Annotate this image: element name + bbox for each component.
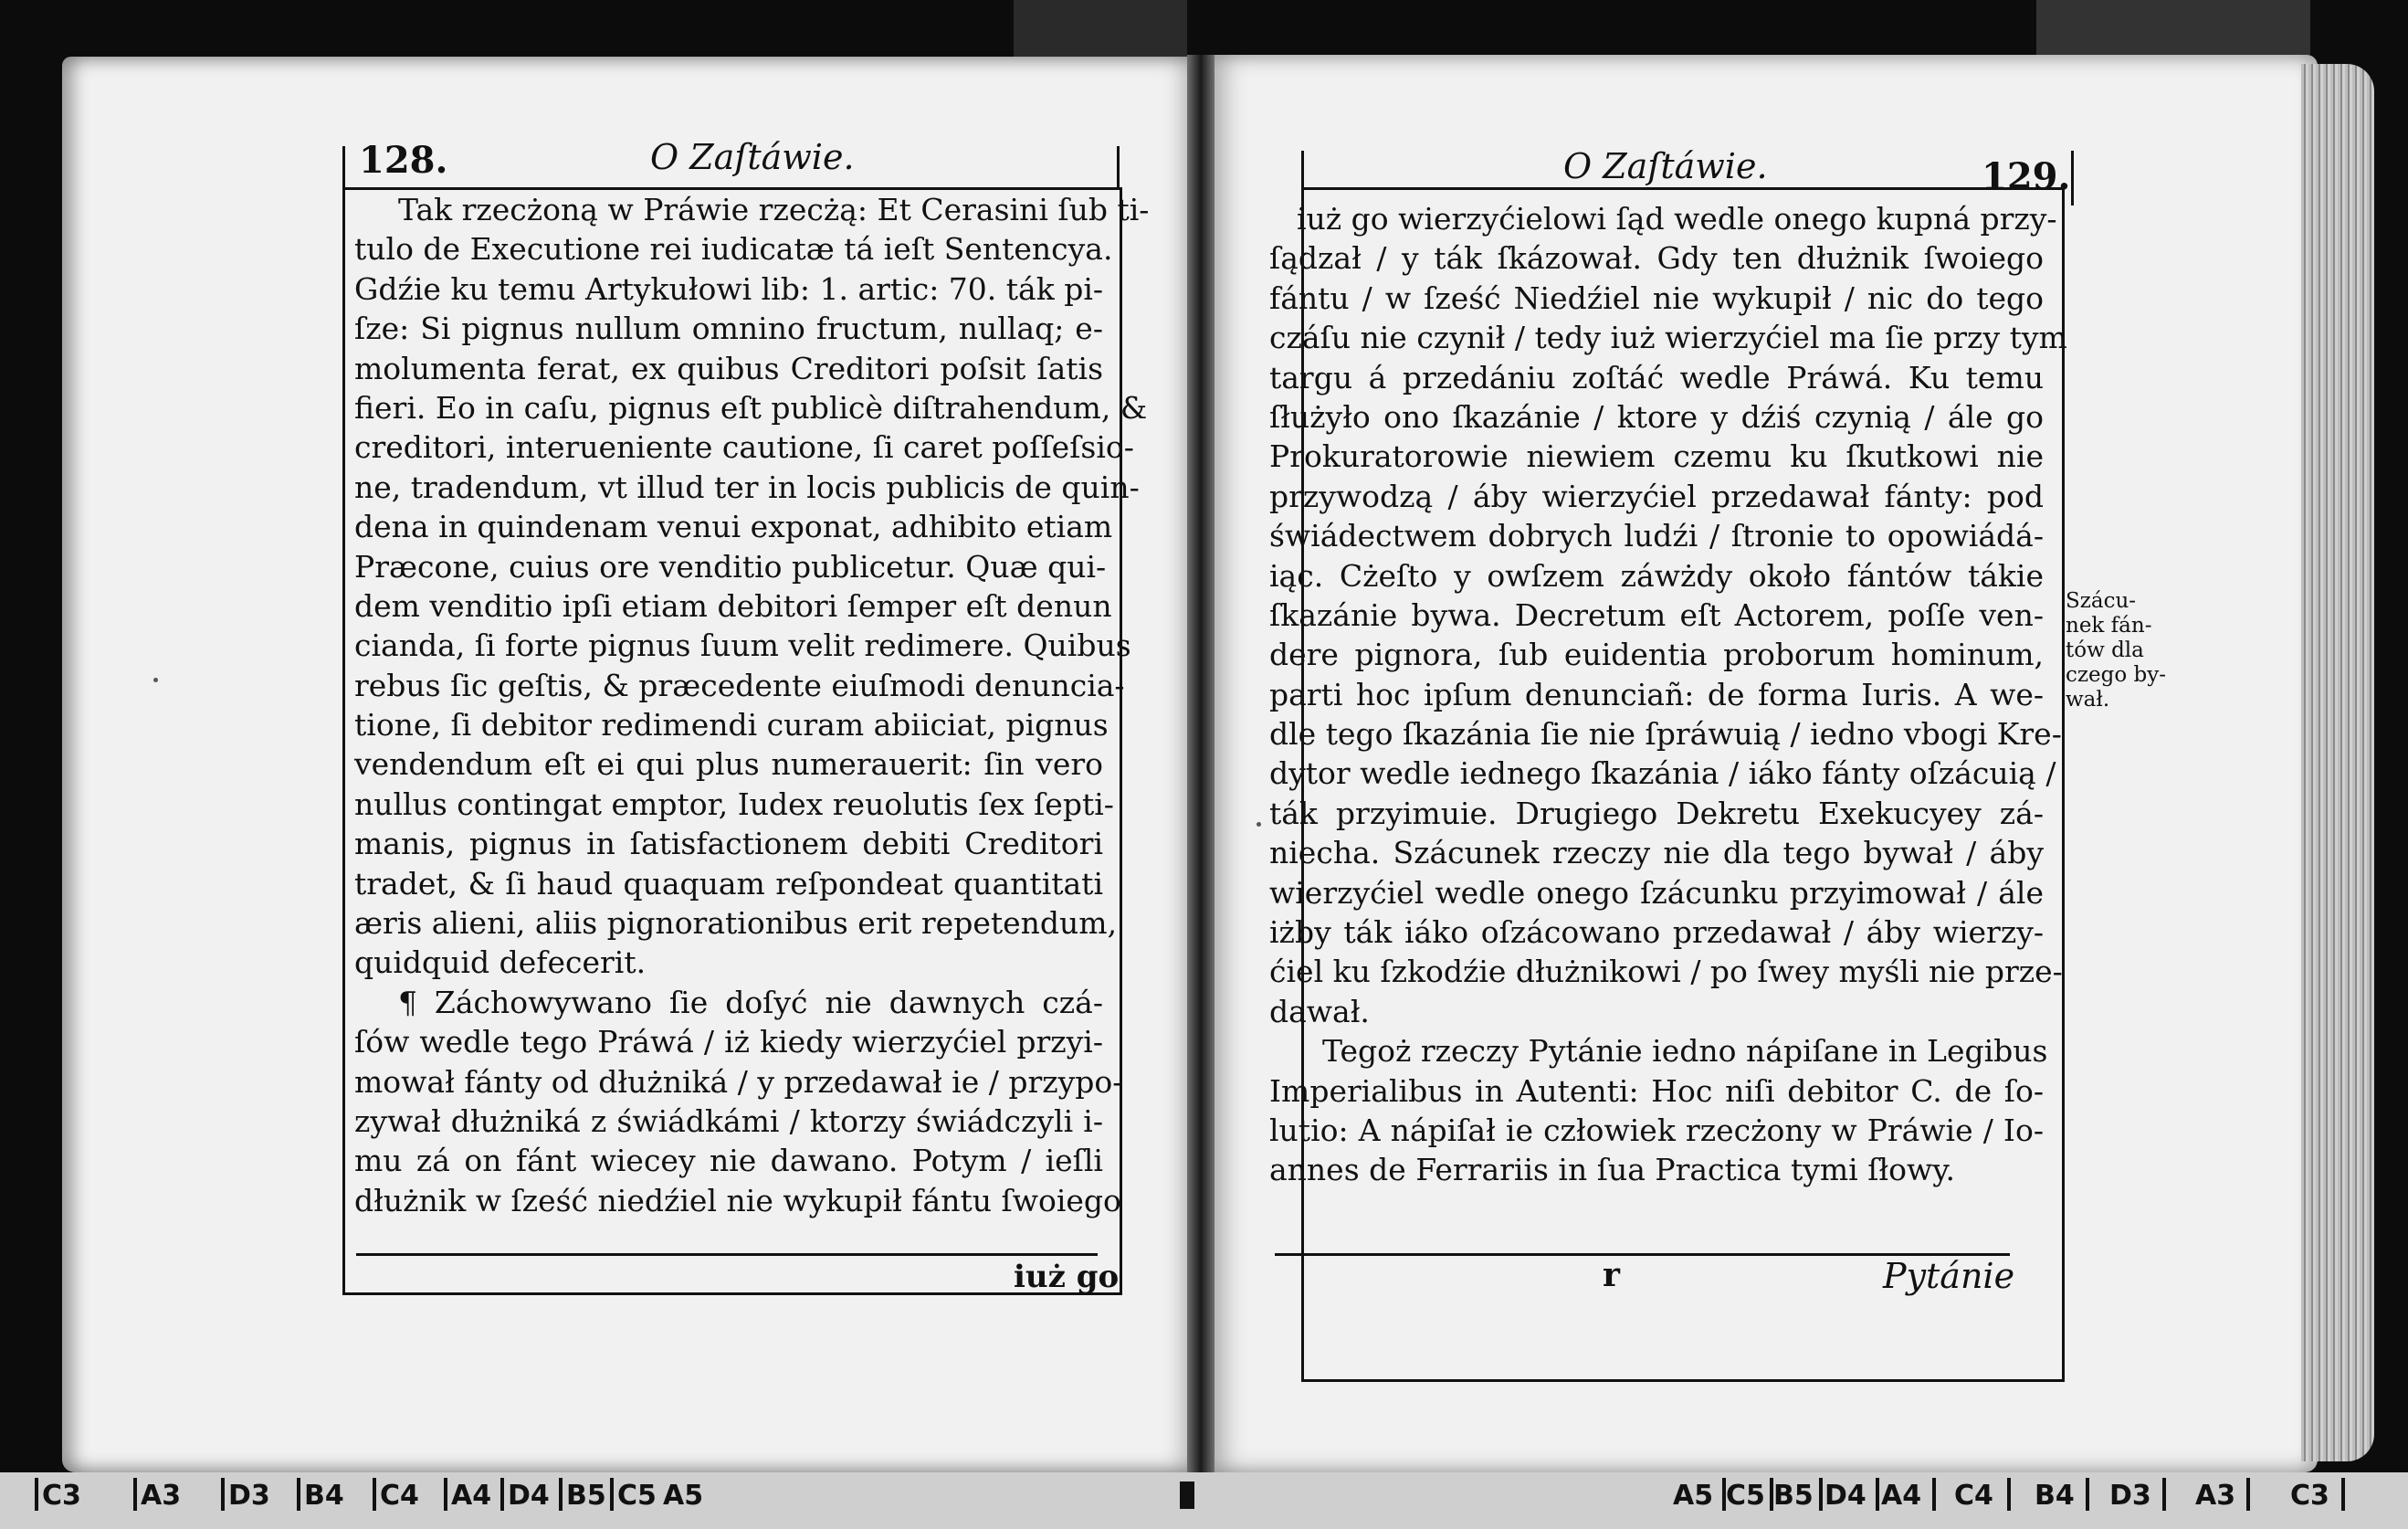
signature-label: A4 (451, 1480, 492, 1512)
text-line: tulo de Executione rei iudicatæ tá ieſt Sentencya. (354, 231, 1113, 268)
text-line: fántu / w ſześć Niedźiel nie wykupił / nic do tego (1269, 279, 2044, 316)
margin-note-line: tów dla (2066, 638, 2144, 662)
text-line: ſądzał / y ták ſkázował. Gdy ten dłużnik ſwoiego (1269, 240, 2044, 277)
text-line: tione, ſi debitor redimendi curam abiiciat, pignus (354, 707, 1109, 743)
margin-note-line: Szácu- (2066, 589, 2137, 613)
strip-tick (444, 1478, 447, 1511)
text-line: lutio: A nápiſał ie człowiek rzecżony w Práwie / Io- (1269, 1112, 2044, 1148)
catchword-left: iuż go (1014, 1259, 1120, 1295)
signature-label: A4 (1881, 1480, 1922, 1512)
signature-strip (0, 1472, 2408, 1529)
text-line: vendendum eſt ei qui plus numerauerit: ſin vero (354, 746, 1103, 783)
footer-rule-left (356, 1253, 1098, 1256)
signature-label: C3 (42, 1480, 81, 1512)
background-strip (2036, 0, 2310, 55)
strip-tick (2162, 1478, 2166, 1511)
text-line: annes de Ferrariis in ſua Practica tymi ſłowy. (1269, 1152, 1955, 1188)
text-line: creditori, interueniente cautione, ſi caret poſſeſsio- (354, 429, 1134, 466)
text-line: Gdźie ku temu Artykułowi lib: 1. artic: 70. ták pi- (354, 270, 1104, 307)
signature-label: C5 (1726, 1480, 1765, 1512)
speck (153, 678, 158, 682)
text-line: ſłużyło ono ſkazánie / ktore y dźiś czynią / ále go (1269, 398, 2044, 435)
text-line: ták przyimuie. Drugiego Dekretu Exekucyey zá- (1269, 795, 2044, 831)
strip-tick (1876, 1478, 1879, 1511)
strip-tick (610, 1478, 614, 1511)
signature-label: D3 (228, 1480, 270, 1512)
signature-label: B5 (566, 1480, 606, 1512)
text-line: iżby ták iáko oſzácowano przedawał / áby wierzy- (1269, 914, 2044, 951)
page-edges (2301, 64, 2374, 1461)
text-line: Tegoż rzeczy Pytánie iedno nápiſane in Legibus (1322, 1033, 2048, 1070)
strip-tick (2246, 1478, 2250, 1511)
text-line: iąc. Cżeſto y owſzem záwżdy około fántów tákie (1269, 557, 2044, 594)
text-line: ſze: Si pignus nullum omnino fructum, nullaq; e- (354, 311, 1103, 347)
text-line: przywodzą / áby wierzyćiel przedawał fánty: pod (1269, 478, 2044, 514)
strip-tick (221, 1478, 225, 1511)
speck (1257, 822, 1261, 827)
catchword-right: Pytánie (1883, 1256, 2015, 1296)
signature-label: C3 (2290, 1480, 2329, 1512)
page-number-right: 129. (1982, 155, 2071, 198)
signature-label: A3 (2195, 1480, 2236, 1512)
text-line: dytor wedle iednego ſkazánia / iáko fánty oſzácuią / (1269, 755, 2056, 792)
frame-left-tick (342, 146, 345, 190)
text-line: dle tego ſkazánia ſie nie ſpráwuią / iedno vbogi Kre- (1269, 716, 2062, 753)
text-line: ćiel ku ſzkodźie dłużnikowi / po ſwey myśli nie prze- (1269, 954, 2063, 990)
strip-tick (559, 1478, 563, 1511)
signature-label: C5 (617, 1480, 657, 1512)
strip-tick (297, 1478, 300, 1511)
book-gutter (1187, 55, 1215, 1476)
text-line: Prokuratorowie niewiem czemu ku ſkutkowi nie (1269, 438, 2044, 475)
running-head-left: O Zaſtáwie. (650, 137, 855, 177)
right-page-text (1269, 199, 2067, 1190)
signature-mark: r (1603, 1256, 1620, 1294)
text-line: świádectwem dobrych ludźi / ſtronie to opowiádá- (1269, 518, 2044, 554)
text-line: czáſu nie czynił / tedy iuż wierzyćiel ma ſie przy tym (1269, 320, 2067, 356)
text-line: cianda, ſi forte pignus ſuum velit redimere. Quibus (354, 627, 1131, 664)
text-line: parti hoc ipſum denunciañ: de forma Iuris. A we- (1269, 676, 2044, 712)
signature-label: B4 (2035, 1480, 2075, 1512)
text-line: mu zá on fánt wiecey nie dawano. Potym / ieſli (354, 1143, 1103, 1179)
text-line: æris alieni, aliis pignorationibus erit repetendum, (354, 905, 1118, 942)
signature-label: C4 (1954, 1480, 1993, 1512)
frame-right-tick (1301, 151, 1304, 190)
text-line: targu á przedániu zoſtáć wedle Práwá. Ku temu (1269, 359, 2044, 395)
text-line: iuż go wierzyćielowi ſąd wedle onego kupná przy- (1297, 201, 2057, 237)
strip-tick (2086, 1478, 2089, 1511)
frame-left-tick (1117, 146, 1120, 190)
text-line: rebus ſic geſtis, & præcedente eiuſmodi denuncia- (354, 667, 1125, 703)
text-line: nullus contingat emptor, Iudex reuolutis ſex ſepti- (354, 786, 1114, 822)
strip-tick (1819, 1478, 1823, 1511)
text-line: Tak rzecżoną w Práwie rzecżą: Et Cerasini ſub ti- (398, 192, 1150, 227)
text-line: dłużnik w ſześć niedźiel nie wykupił fántu ſwoiego (354, 1182, 1121, 1218)
strip-marker (1180, 1482, 1194, 1509)
text-line: tradet, & ſi haud quaquam reſpondeat quantitati (354, 865, 1103, 902)
text-line: ¶ Záchowywano ſie doſyć nie dawnych czá- (398, 984, 1103, 1020)
margin-note-line: wał. (2066, 688, 2110, 712)
signature-label: D4 (508, 1480, 550, 1512)
text-line: ſów wedle tego Práwá / iż kiedy wierzyćiel przyi- (354, 1024, 1103, 1060)
strip-tick (373, 1478, 376, 1511)
text-line: quidquid defecerit. (354, 944, 647, 981)
strip-tick (2341, 1478, 2345, 1511)
text-line: niecha. Szácunek rzeczy nie dla tego bywał / áby (1269, 835, 2044, 871)
strip-tick (35, 1478, 38, 1511)
text-line: ne, tradendum, vt illud ter in locis publicis de quin- (354, 469, 1140, 505)
margin-note-line: nek fán- (2066, 614, 2152, 638)
text-line: dena in quindenam venui exponat, adhibito etiam (354, 509, 1113, 545)
frame-right-tick (2071, 151, 2074, 206)
signature-label: B4 (304, 1480, 344, 1512)
text-line: fieri. Eo in caſu, pignus eſt publicè diſtrahendum, & (354, 389, 1148, 426)
signature-label: B5 (1773, 1480, 1814, 1512)
text-line: wierzyćiel wedle onego ſzácunku przyimował / ále (1269, 874, 2044, 911)
text-line: Præcone, cuius ore venditio publicetur. Quæ qui- (354, 548, 1107, 585)
signature-label: A5 (663, 1480, 704, 1512)
signature-label: A5 (1673, 1480, 1714, 1512)
text-line: ſkazánie bywa. Decretum eſt Actorem, poſſe ven- (1269, 596, 2044, 633)
signature-label: C4 (380, 1480, 419, 1512)
text-line: dere pignora, ſub euidentia proborum hominum, (1269, 637, 2044, 673)
margin-note-line: czego by- (2066, 663, 2166, 687)
background-strip (1014, 0, 1187, 57)
text-line: zywał dłużniká z świádkámi / ktorzy świádczyli i- (354, 1102, 1103, 1139)
text-line: molumenta ferat, ex quibus Creditori poſsit ſatis (354, 350, 1103, 386)
signature-label: A3 (141, 1480, 182, 1512)
text-line: mował fánty od dłużniká / y przedawał ie / przypo- (354, 1063, 1123, 1100)
text-line: dawał. (1269, 993, 1370, 1029)
strip-tick (1932, 1478, 1936, 1511)
margin-note (2066, 589, 2166, 712)
text-line: Imperialibus in Autenti: Hoc niſi debitor C. de ſo- (1269, 1072, 2044, 1109)
text-line: dem venditio ipſi etiam debitori ſemper eſt denun (354, 587, 1112, 624)
signature-label: D3 (2109, 1480, 2151, 1512)
text-line: manis, pignus in ſatisfactionem debiti Creditori (354, 826, 1103, 862)
strip-tick (2007, 1478, 2011, 1511)
left-page-text (354, 190, 1150, 1220)
page-number-left: 128. (359, 139, 448, 182)
strip-tick (500, 1478, 504, 1511)
signature-label: D4 (1824, 1480, 1866, 1512)
strip-tick (133, 1478, 137, 1511)
running-head-right: O Zaſtáwie. (1563, 146, 1768, 186)
